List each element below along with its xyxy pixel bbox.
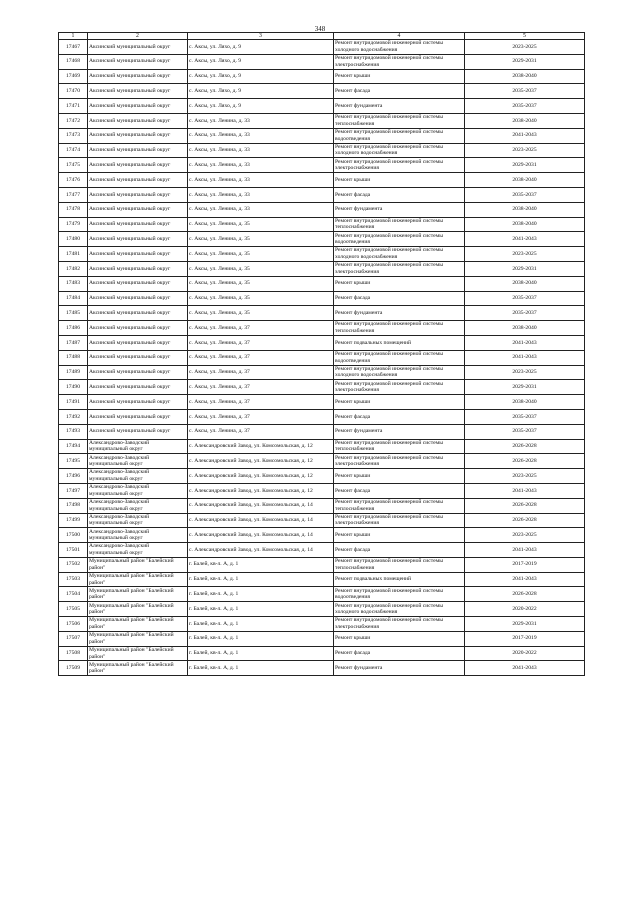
table-row — [59, 261, 585, 276]
table-row — [59, 587, 585, 602]
row-number-cell: 17506 — [59, 617, 88, 632]
row-number-cell: 17486 — [59, 321, 88, 336]
municipality-cell: Аксинский муниципальный округ — [88, 306, 188, 321]
table-row — [59, 128, 585, 143]
row-number-cell: 17488 — [59, 350, 88, 365]
row-number-cell: 17485 — [59, 306, 88, 321]
municipality-cell: Аксинский муниципальный округ — [88, 99, 188, 114]
row-number-cell: 17492 — [59, 409, 88, 424]
work-type-cell: Ремонт внутридомовой инженерной системы теплоснабжения — [334, 217, 465, 232]
work-type-cell: Ремонт внутридомовой инженерной системы водоотведения — [334, 232, 465, 247]
work-type-cell: Ремонт внутридомовой инженерной системы теплоснабжения — [334, 557, 465, 572]
row-number-cell: 17469 — [59, 69, 88, 84]
period-cell: 2026-2028 — [465, 513, 585, 528]
row-number-cell: 17498 — [59, 498, 88, 513]
row-number-cell: 17483 — [59, 276, 88, 291]
municipality-cell: Аксинский муниципальный округ — [88, 187, 188, 202]
address-cell: г. Балей, кв-л. А, д. 1 — [188, 617, 334, 632]
row-number-cell: 17477 — [59, 187, 88, 202]
municipality-cell: Муниципальный район "Балейский район" — [88, 617, 188, 632]
row-number-cell: 17487 — [59, 335, 88, 350]
municipality-cell: Аксинский муниципальный округ — [88, 113, 188, 128]
address-cell: с. Аксы, ул. Ленина, д. 37 — [188, 350, 334, 365]
column-number: 5 — [465, 33, 585, 40]
period-cell: 2029-2031 — [465, 261, 585, 276]
table-row — [59, 306, 585, 321]
period-cell: 2029-2031 — [465, 158, 585, 173]
period-cell: 2035-2037 — [465, 99, 585, 114]
row-number-cell: 17504 — [59, 587, 88, 602]
municipality-cell: Аксинский муниципальный округ — [88, 291, 188, 306]
repair-schedule-table — [58, 32, 585, 676]
period-cell: 2017-2019 — [465, 557, 585, 572]
address-cell: с. Александровский Завод, ул. Комсомольская, д. 14 — [188, 513, 334, 528]
period-cell: 2038-2040 — [465, 113, 585, 128]
address-cell: с. Аксы, ул. Ленина, д. 33 — [188, 202, 334, 217]
address-cell: с. Александровский Завод, ул. Комсомольская, д. 14 — [188, 498, 334, 513]
period-cell: 2038-2040 — [465, 69, 585, 84]
table-row — [59, 232, 585, 247]
work-type-cell: Ремонт внутридомовой инженерной системы электроснабжения — [334, 617, 465, 632]
address-cell: с. Аксы, ул. Ленина, д. 35 — [188, 276, 334, 291]
work-type-cell: Ремонт крыши — [334, 528, 465, 543]
table-row — [59, 40, 585, 55]
address-cell: с. Аксы, ул. Ленина, д. 33 — [188, 173, 334, 188]
work-type-cell: Ремонт крыши — [334, 276, 465, 291]
municipality-cell: Аксинский муниципальный округ — [88, 202, 188, 217]
work-type-cell: Ремонт крыши — [334, 631, 465, 646]
period-cell: 2020-2022 — [465, 602, 585, 617]
row-number-cell: 17505 — [59, 602, 88, 617]
municipality-cell: Александрово-Заводский муниципальный округ — [88, 454, 188, 469]
municipality-cell: Александрово-Заводский муниципальный округ — [88, 439, 188, 454]
table-row — [59, 395, 585, 410]
municipality-cell: Аксинский муниципальный округ — [88, 395, 188, 410]
period-cell: 2038-2040 — [465, 217, 585, 232]
work-type-cell: Ремонт внутридомовой инженерной системы теплоснабжения — [334, 498, 465, 513]
period-cell: 2023-2025 — [465, 143, 585, 158]
work-type-cell: Ремонт внутридомовой инженерной системы водоотведения — [334, 350, 465, 365]
period-cell: 2023-2025 — [465, 469, 585, 484]
table-row — [59, 469, 585, 484]
table-row — [59, 276, 585, 291]
period-cell: 2026-2028 — [465, 454, 585, 469]
table-row — [59, 321, 585, 336]
work-type-cell: Ремонт внутридомовой инженерной системы холодного водоснабжения — [334, 365, 465, 380]
work-type-cell: Ремонт фасада — [334, 291, 465, 306]
address-cell: г. Балей, кв-л. А, д. 1 — [188, 631, 334, 646]
table-row — [59, 602, 585, 617]
work-type-cell: Ремонт внутридомовой инженерной системы теплоснабжения — [334, 321, 465, 336]
work-type-cell: Ремонт подвальных помещений — [334, 335, 465, 350]
table-row — [59, 439, 585, 454]
work-type-cell: Ремонт внутридомовой инженерной системы теплоснабжения — [334, 113, 465, 128]
period-cell: 2017-2019 — [465, 631, 585, 646]
address-cell: г. Балей, кв-л. А, д. 1 — [188, 572, 334, 587]
period-cell: 2038-2040 — [465, 395, 585, 410]
table-row — [59, 424, 585, 439]
period-cell: 2035-2037 — [465, 409, 585, 424]
table-row — [59, 483, 585, 498]
work-type-cell: Ремонт фасада — [334, 646, 465, 661]
row-number-cell: 17472 — [59, 113, 88, 128]
address-cell: с. Аксы, ул. Ленина, д. 33 — [188, 158, 334, 173]
address-cell: с. Аксы, ул. Ленина, д. 35 — [188, 247, 334, 262]
row-number-cell: 17470 — [59, 84, 88, 99]
municipality-cell: Александрово-Заводский муниципальный округ — [88, 483, 188, 498]
address-cell: с. Аксы, ул. Ляхо, д. 9 — [188, 54, 334, 69]
row-number-cell: 17491 — [59, 395, 88, 410]
work-type-cell: Ремонт фундамента — [334, 661, 465, 676]
municipality-cell: Аксинский муниципальный округ — [88, 217, 188, 232]
municipality-cell: Аксинский муниципальный округ — [88, 276, 188, 291]
address-cell: с. Аксы, ул. Ленина, д. 37 — [188, 424, 334, 439]
period-cell: 2029-2031 — [465, 380, 585, 395]
municipality-cell: Александрово-Заводский муниципальный округ — [88, 469, 188, 484]
address-cell: г. Балей, кв-л. А, д. 1 — [188, 602, 334, 617]
address-cell: с. Аксы, ул. Ленина, д. 37 — [188, 380, 334, 395]
table-row — [59, 217, 585, 232]
table-row — [59, 528, 585, 543]
municipality-cell: Аксинский муниципальный округ — [88, 143, 188, 158]
municipality-cell: Муниципальный район "Балейский район" — [88, 572, 188, 587]
row-number-cell: 17484 — [59, 291, 88, 306]
period-cell: 2041-2043 — [465, 232, 585, 247]
table-row — [59, 380, 585, 395]
address-cell: с. Аксы, ул. Ленина, д. 33 — [188, 128, 334, 143]
row-number-cell: 17493 — [59, 424, 88, 439]
work-type-cell: Ремонт фасада — [334, 483, 465, 498]
work-type-cell: Ремонт подвальных помещений — [334, 572, 465, 587]
municipality-cell: Александрово-Заводский муниципальный округ — [88, 498, 188, 513]
work-type-cell: Ремонт внутридомовой инженерной системы холодного водоснабжения — [334, 247, 465, 262]
row-number-cell: 17497 — [59, 483, 88, 498]
municipality-cell: Аксинский муниципальный округ — [88, 261, 188, 276]
address-cell: с. Александровский Завод, ул. Комсомольская, д. 12 — [188, 439, 334, 454]
period-cell: 2020-2022 — [465, 646, 585, 661]
table-row — [59, 84, 585, 99]
row-number-cell: 17468 — [59, 54, 88, 69]
address-cell: с. Аксы, ул. Ленина, д. 33 — [188, 113, 334, 128]
address-cell: с. Аксы, ул. Ляхо, д. 9 — [188, 69, 334, 84]
municipality-cell: Аксинский муниципальный округ — [88, 128, 188, 143]
municipality-cell: Аксинский муниципальный округ — [88, 247, 188, 262]
period-cell: 2041-2043 — [465, 483, 585, 498]
address-cell: с. Аксы, ул. Ленина, д. 35 — [188, 306, 334, 321]
table-row — [59, 365, 585, 380]
work-type-cell: Ремонт фундамента — [334, 202, 465, 217]
work-type-cell: Ремонт внутридомовой инженерной системы электроснабжения — [334, 261, 465, 276]
work-type-cell: Ремонт внутридомовой инженерной системы водоотведения — [334, 128, 465, 143]
row-number-cell: 17509 — [59, 661, 88, 676]
row-number-cell: 17479 — [59, 217, 88, 232]
column-number: 4 — [334, 33, 465, 40]
period-cell: 2038-2040 — [465, 173, 585, 188]
column-number: 2 — [88, 33, 188, 40]
page-number: 348 — [314, 25, 326, 33]
period-cell: 2035-2037 — [465, 84, 585, 99]
row-number-cell: 17478 — [59, 202, 88, 217]
row-number-cell: 17467 — [59, 40, 88, 55]
table-row — [59, 99, 585, 114]
work-type-cell: Ремонт фасада — [334, 543, 465, 558]
column-number-row — [59, 33, 585, 40]
period-cell: 2035-2037 — [465, 291, 585, 306]
row-number-cell: 17503 — [59, 572, 88, 587]
table-row — [59, 572, 585, 587]
address-cell: с. Аксы, ул. Ленина, д. 37 — [188, 409, 334, 424]
table-row — [59, 498, 585, 513]
table-row — [59, 247, 585, 262]
municipality-cell: Аксинский муниципальный округ — [88, 69, 188, 84]
table-row — [59, 454, 585, 469]
period-cell: 2035-2037 — [465, 424, 585, 439]
table-row — [59, 661, 585, 676]
work-type-cell: Ремонт фундамента — [334, 424, 465, 439]
table-row — [59, 113, 585, 128]
address-cell: с. Аксы, ул. Ленина, д. 37 — [188, 321, 334, 336]
municipality-cell: Аксинский муниципальный округ — [88, 335, 188, 350]
table-row — [59, 543, 585, 558]
address-cell: с. Аксы, ул. Ленина, д. 37 — [188, 395, 334, 410]
period-cell: 2035-2037 — [465, 306, 585, 321]
address-cell: с. Александровский Завод, ул. Комсомольская, д. 12 — [188, 483, 334, 498]
municipality-cell: Аксинский муниципальный округ — [88, 365, 188, 380]
work-type-cell: Ремонт внутридомовой инженерной системы теплоснабжения — [334, 439, 465, 454]
table-row — [59, 187, 585, 202]
address-cell: с. Аксы, ул. Ленина, д. 33 — [188, 143, 334, 158]
period-cell: 2038-2040 — [465, 321, 585, 336]
row-number-cell: 17482 — [59, 261, 88, 276]
municipality-cell: Александрово-Заводский муниципальный округ — [88, 528, 188, 543]
municipality-cell: Александрово-Заводский муниципальный округ — [88, 543, 188, 558]
row-number-cell: 17480 — [59, 232, 88, 247]
work-type-cell: Ремонт фундамента — [334, 306, 465, 321]
work-type-cell: Ремонт внутридомовой инженерной системы электроснабжения — [334, 158, 465, 173]
table-row — [59, 409, 585, 424]
row-number-cell: 17475 — [59, 158, 88, 173]
row-number-cell: 17496 — [59, 469, 88, 484]
row-number-cell: 17501 — [59, 543, 88, 558]
work-type-cell: Ремонт внутридомовой инженерной системы холодного водоснабжения — [334, 40, 465, 55]
municipality-cell: Аксинский муниципальный округ — [88, 321, 188, 336]
row-number-cell: 17481 — [59, 247, 88, 262]
period-cell: 2041-2043 — [465, 572, 585, 587]
address-cell: г. Балей, кв-л. А, д. 1 — [188, 557, 334, 572]
work-type-cell: Ремонт фасада — [334, 84, 465, 99]
row-number-cell: 17494 — [59, 439, 88, 454]
work-type-cell: Ремонт внутридомовой инженерной системы холодного водоснабжения — [334, 143, 465, 158]
address-cell: г. Балей, кв-л. А, д. 1 — [188, 661, 334, 676]
table-row — [59, 350, 585, 365]
address-cell: г. Балей, кв-л. А, д. 1 — [188, 646, 334, 661]
period-cell: 2035-2037 — [465, 187, 585, 202]
period-cell: 2029-2031 — [465, 617, 585, 632]
municipality-cell: Аксинский муниципальный округ — [88, 173, 188, 188]
address-cell: с. Александровский Завод, ул. Комсомольская, д. 12 — [188, 454, 334, 469]
period-cell: 2026-2028 — [465, 439, 585, 454]
municipality-cell: Александрово-Заводский муниципальный округ — [88, 513, 188, 528]
period-cell: 2026-2028 — [465, 587, 585, 602]
table-body — [59, 33, 585, 676]
period-cell: 2023-2025 — [465, 528, 585, 543]
municipality-cell: Муниципальный район "Балейский район" — [88, 661, 188, 676]
municipality-cell: Аксинский муниципальный округ — [88, 350, 188, 365]
column-number: 3 — [188, 33, 334, 40]
municipality-cell: Муниципальный район "Балейский район" — [88, 587, 188, 602]
work-type-cell: Ремонт фундамента — [334, 99, 465, 114]
row-number-cell: 17500 — [59, 528, 88, 543]
period-cell: 2038-2040 — [465, 202, 585, 217]
work-type-cell: Ремонт внутридомовой инженерной системы электроснабжения — [334, 513, 465, 528]
municipality-cell: Аксинский муниципальный округ — [88, 84, 188, 99]
period-cell: 2041-2043 — [465, 335, 585, 350]
municipality-cell: Аксинский муниципальный округ — [88, 424, 188, 439]
row-number-cell: 17495 — [59, 454, 88, 469]
address-cell: г. Балей, кв-л. А, д. 1 — [188, 587, 334, 602]
table-row — [59, 143, 585, 158]
municipality-cell: Аксинский муниципальный округ — [88, 54, 188, 69]
municipality-cell: Аксинский муниципальный округ — [88, 158, 188, 173]
period-cell: 2041-2043 — [465, 128, 585, 143]
address-cell: с. Аксы, ул. Ленина, д. 37 — [188, 335, 334, 350]
row-number-cell: 17476 — [59, 173, 88, 188]
address-cell: с. Аксы, ул. Ленина, д. 35 — [188, 291, 334, 306]
period-cell: 2023-2025 — [465, 247, 585, 262]
work-type-cell: Ремонт крыши — [334, 469, 465, 484]
address-cell: с. Александровский Завод, ул. Комсомольская, д. 12 — [188, 469, 334, 484]
table-row — [59, 646, 585, 661]
work-type-cell: Ремонт внутридомовой инженерной системы водоотведения — [334, 587, 465, 602]
municipality-cell: Муниципальный район "Балейский район" — [88, 557, 188, 572]
table-row — [59, 202, 585, 217]
row-number-cell: 17507 — [59, 631, 88, 646]
address-cell: с. Александровский Завод, ул. Комсомольская, д. 14 — [188, 543, 334, 558]
period-cell: 2041-2043 — [465, 661, 585, 676]
work-type-cell: Ремонт крыши — [334, 395, 465, 410]
table-row — [59, 158, 585, 173]
work-type-cell: Ремонт крыши — [334, 69, 465, 84]
work-type-cell: Ремонт фасада — [334, 409, 465, 424]
row-number-cell: 17502 — [59, 557, 88, 572]
municipality-cell: Аксинский муниципальный округ — [88, 232, 188, 247]
period-cell: 2038-2040 — [465, 276, 585, 291]
table-row — [59, 617, 585, 632]
table-row — [59, 69, 585, 84]
row-number-cell: 17473 — [59, 128, 88, 143]
municipality-cell: Аксинский муниципальный округ — [88, 380, 188, 395]
work-type-cell: Ремонт внутридомовой инженерной системы электроснабжения — [334, 54, 465, 69]
period-cell: 2023-2025 — [465, 365, 585, 380]
column-number: 1 — [59, 33, 88, 40]
table-row — [59, 513, 585, 528]
work-type-cell: Ремонт фасада — [334, 187, 465, 202]
table-row — [59, 335, 585, 350]
table-row — [59, 557, 585, 572]
row-number-cell: 17474 — [59, 143, 88, 158]
municipality-cell: Муниципальный район "Балейский район" — [88, 646, 188, 661]
row-number-cell: 17490 — [59, 380, 88, 395]
row-number-cell: 17508 — [59, 646, 88, 661]
period-cell: 2041-2043 — [465, 350, 585, 365]
table-row — [59, 631, 585, 646]
table-row — [59, 54, 585, 69]
table-row — [59, 173, 585, 188]
address-cell: с. Аксы, ул. Ленина, д. 35 — [188, 261, 334, 276]
municipality-cell: Аксинский муниципальный округ — [88, 40, 188, 55]
address-cell: с. Аксы, ул. Ленина, д. 35 — [188, 232, 334, 247]
address-cell: с. Аксы, ул. Ляхо, д. 9 — [188, 84, 334, 99]
row-number-cell: 17489 — [59, 365, 88, 380]
row-number-cell: 17471 — [59, 99, 88, 114]
period-cell: 2023-2025 — [465, 40, 585, 55]
address-cell: с. Аксы, ул. Ленина, д. 37 — [188, 365, 334, 380]
address-cell: с. Аксы, ул. Ленина, д. 35 — [188, 217, 334, 232]
work-type-cell: Ремонт крыши — [334, 173, 465, 188]
address-cell: с. Аксы, ул. Ленина, д. 33 — [188, 187, 334, 202]
period-cell: 2041-2043 — [465, 543, 585, 558]
address-cell: с. Аксы, ул. Ляхо, д. 9 — [188, 99, 334, 114]
work-type-cell: Ремонт внутридомовой инженерной системы холодного водоснабжения — [334, 602, 465, 617]
table-row — [59, 291, 585, 306]
municipality-cell: Аксинский муниципальный округ — [88, 409, 188, 424]
work-type-cell: Ремонт внутридомовой инженерной системы электроснабжения — [334, 454, 465, 469]
period-cell: 2026-2028 — [465, 498, 585, 513]
period-cell: 2029-2031 — [465, 54, 585, 69]
work-type-cell: Ремонт внутридомовой инженерной системы электроснабжения — [334, 380, 465, 395]
municipality-cell: Муниципальный район "Балейский район" — [88, 631, 188, 646]
municipality-cell: Муниципальный район "Балейский район" — [88, 602, 188, 617]
address-cell: с. Аксы, ул. Ляхо, д. 9 — [188, 40, 334, 55]
address-cell: с. Александровский Завод, ул. Комсомольская, д. 14 — [188, 528, 334, 543]
row-number-cell: 17499 — [59, 513, 88, 528]
